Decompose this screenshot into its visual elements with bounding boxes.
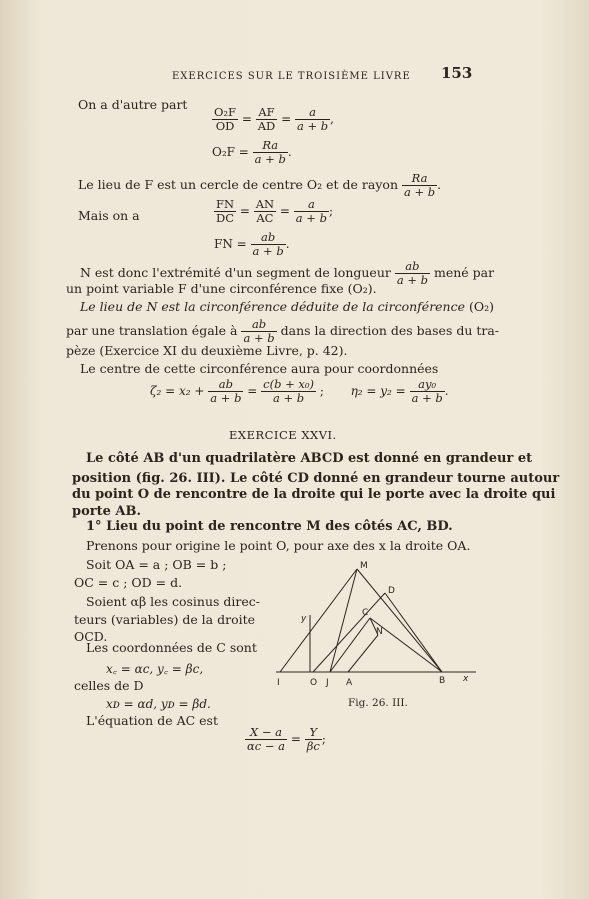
line-MB	[357, 569, 442, 672]
label-B: B	[439, 676, 446, 686]
text-line: Le centre de cette circonférence aura pour coordonnées	[80, 361, 439, 376]
label-A: A	[346, 678, 353, 688]
statement-line: porte AB.	[72, 504, 142, 519]
label-C: C	[362, 608, 369, 618]
exercise-title: EXERCICE XXVI.	[229, 428, 337, 442]
text-line: un point variable F d'une circonférence fixe (O₂).	[66, 281, 377, 296]
statement-line: Le côté AB d'un quadrilatère ABCD est donné en grandeur et	[86, 451, 533, 466]
text-line: pèze (Exercice XI du deuxième Livre, p. 42).	[66, 343, 348, 358]
text-line: L'équation de AC est	[86, 713, 218, 728]
equation: x꜀ = αc, y꜀ = βc,	[106, 662, 204, 676]
text-line: Les coordonnées de C sont	[86, 640, 257, 655]
text-line: N est donc l'extrémité d'un segment de longueur $\frac{ab}{a + b}$ mené par	[80, 259, 495, 287]
equation: $\frac{\text{O₂F}}{OD}$ = $\frac{AF}{AD}$ = $\frac{a}{a + b}$ ,	[214, 105, 334, 133]
label-J: J	[326, 678, 329, 688]
statement-line: position (fig. 26. III). Le côté CD donné en grandeur tourne autour	[72, 471, 560, 486]
text-line: Soit OA = a ; OB = b ;	[86, 557, 227, 572]
line-DB	[385, 593, 442, 672]
label-y: y	[301, 614, 307, 624]
label-O: O	[310, 678, 318, 688]
equation: xᴅ = αd, yᴅ = βd.	[106, 697, 211, 711]
text-line: teurs (variables) de la droite	[74, 612, 256, 627]
coordinates-equation: ζ₂ = x₂ + $\frac{ab}{a + b}$ = $\frac{\text{c(b + x₀)}}{a + b}$ ; η₂ = y₂ = $\frac{\text{ay₀}}{a + b}$ .	[150, 377, 449, 405]
line-AM	[330, 569, 357, 672]
question-line: 1° Lieu du point de rencontre M des côtés AC, BD.	[86, 519, 453, 534]
label-I: I	[277, 678, 280, 688]
geometry-figure	[270, 555, 485, 690]
text-line: OC = c ; OD = d.	[74, 575, 183, 590]
equation: FN = $\frac{ab}{a + b}$ .	[214, 230, 290, 258]
label-N: N	[376, 627, 383, 637]
label-D: D	[388, 586, 395, 596]
equation: O₂F = $\frac{Ra}{a + b}$ .	[212, 138, 292, 166]
running-header: EXERCICES SUR LE TROISIÈME LIVRE	[172, 71, 411, 82]
page-number: 153	[441, 64, 473, 82]
text-line: par une translation égale à $\frac{ab}{a + b}$ dans la direction des bases du tra-	[66, 317, 500, 345]
figure-caption: Fig. 26. III.	[348, 697, 408, 709]
text-line: Le lieu de N est la circonférence déduite de la circonférence (O₂)	[80, 299, 495, 314]
text-line: celles de D	[74, 678, 144, 693]
text-line: Soient αβ les cosinus direc-	[86, 594, 260, 609]
text-line: Mais on a	[78, 208, 140, 223]
statement-line: du point O de rencontre de la droite qui le porte avec la droite qui	[72, 487, 556, 502]
text-line: Le lieu de F est un cercle de centre O₂ et de rayon $\frac{Ra}{a + b}$ .	[78, 171, 442, 199]
text-line: OCD.	[74, 629, 108, 644]
label-x: x	[463, 674, 469, 684]
label-M: M	[360, 561, 368, 571]
equation: $\frac{X - a}{\alpha c - a}$ = $\frac{Y}{\beta c}$ ;	[247, 725, 326, 753]
text-line: Prenons pour origine le point O, pour axe des x la droite OA.	[86, 538, 471, 553]
equation: $\frac{FN}{DC}$ = $\frac{AN}{AC}$ = $\frac{a}{a + b}$ ;	[216, 197, 334, 225]
line-OD	[313, 593, 385, 672]
line-AC	[330, 618, 370, 672]
text-line: On a d'autre part	[78, 97, 188, 112]
line-JN	[348, 635, 378, 672]
line-IM	[280, 569, 357, 672]
